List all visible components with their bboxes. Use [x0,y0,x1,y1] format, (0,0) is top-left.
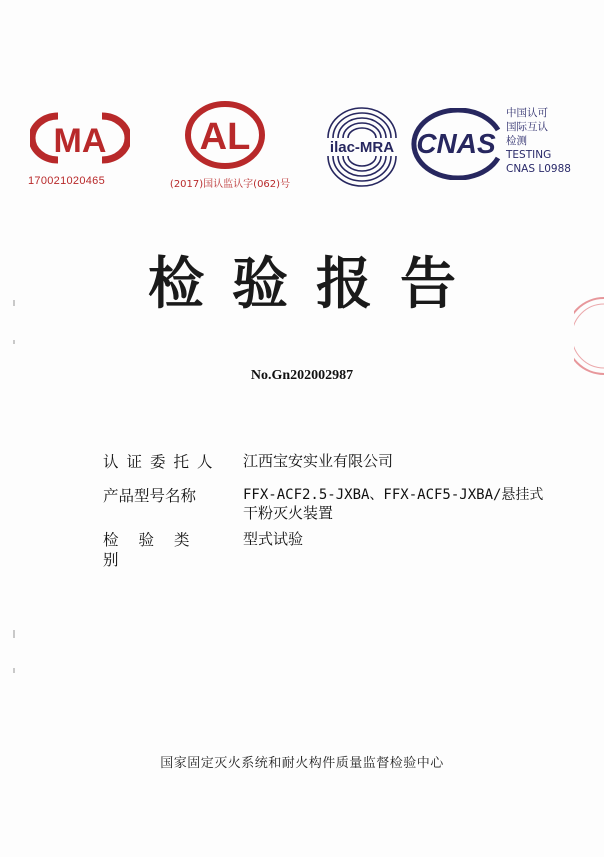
cnas-logo [408,108,504,180]
client-label: 认证委托人 [103,453,221,471]
cma-code: 170021020465 [28,175,106,187]
ilac-mra-logo [316,102,408,190]
cnas-line: 国际互认 [506,121,548,133]
test-type-row [103,530,593,570]
product-value-line: FFX-ACF2.5-JXBA、FFX-ACF5-JXBA/悬挂式 [243,487,544,503]
product-value [243,486,593,522]
client-row [103,452,593,472]
scan-mark [13,668,15,673]
test-type-label: 检验类别 [103,531,210,569]
issuing-organization: 国家固定灭火系统和耐火构件质量监督检验中心 [160,756,444,771]
cal-code: (2017)国认监认字(062)号 [169,179,291,190]
cma-logo-text: MA [53,122,107,160]
client-value: 江西宝安实业有限公司 [243,452,394,470]
product-value-line: 干粉灭火装置 [243,504,334,522]
product-label: 产品型号名称 [103,487,197,505]
report-number: No.Gn202002987 [250,368,354,383]
cnas-line: CNAS L0988 [506,163,571,175]
scan-mark [13,630,15,638]
report-title: 检验报告 [148,252,484,317]
product-row [103,486,593,522]
cnas-line: 中国认可 [506,107,548,119]
cma-logo [30,110,130,166]
cal-logo [184,100,266,170]
cal-logo-text: AL [199,116,251,158]
test-type-value: 型式试验 [243,530,304,548]
scan-mark [13,340,15,344]
scan-mark [13,300,15,306]
seal-stamp-fragment [574,296,604,376]
cnas-accreditation-text [506,106,596,176]
cnas-line: 检测 [506,135,527,147]
cnas-line: TESTING [506,149,552,161]
cnas-logo-text: CNAS [416,128,496,159]
ilac-logo-text: ilac-MRA [329,139,395,156]
